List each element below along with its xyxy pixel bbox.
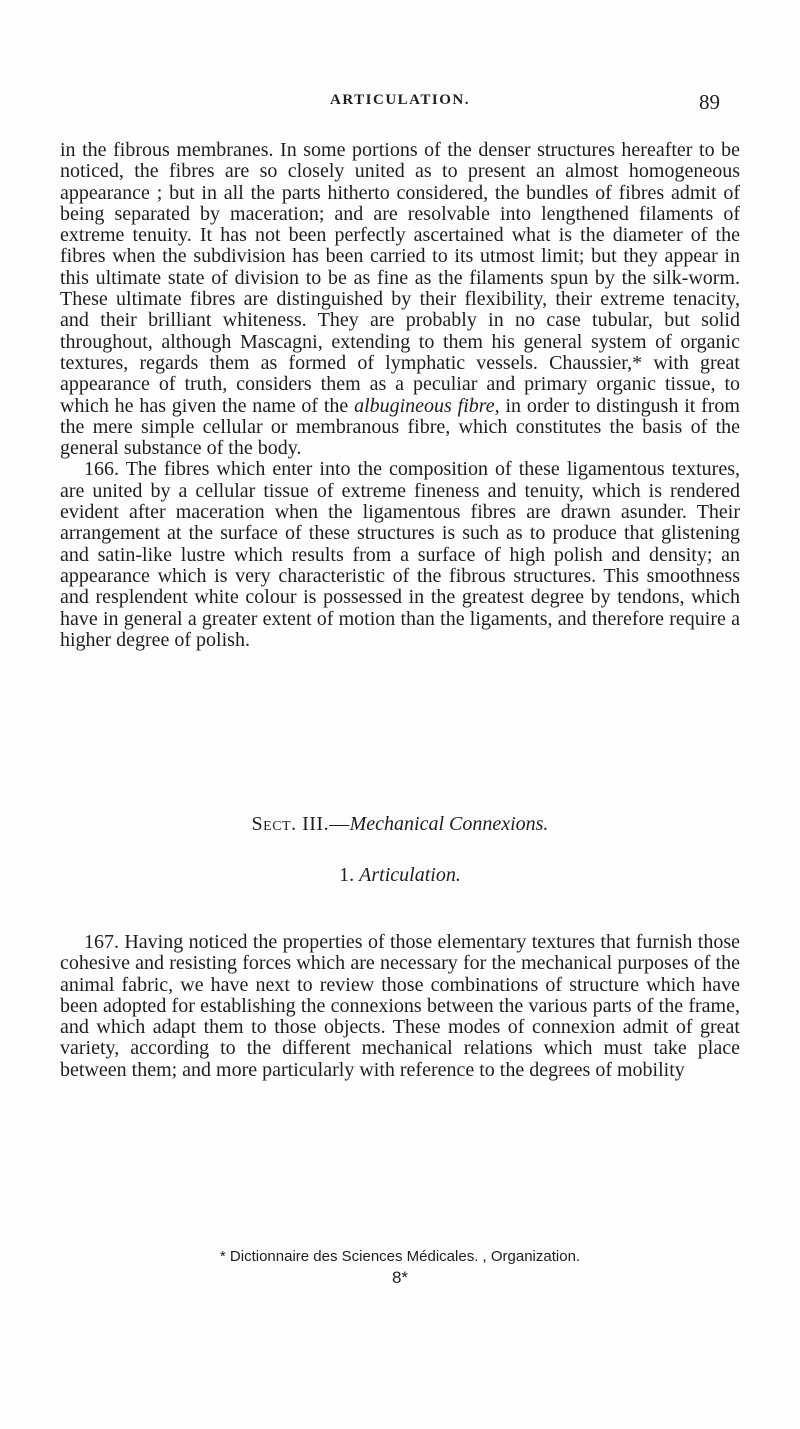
subsection-title: Articulation. — [359, 864, 461, 886]
paragraph-text: in the fibrous membranes. In some portions of the denser structures hereafter to be noticed, the fibres are so closely united as to present an almost homogeneous appearance ; but in all the parts hitherto considered, the bundles of fibres admit of being separated by maceration; and are resolvable into lengthened filaments of extreme tenuity. It has not been perfectly ascertained what is the diameter of the fibres when the subdivision has been carried to its utmost limit; but they appear in this ultimate state of division to be as fine as the filaments spun by the silk-worm. These ultimate fibres are distinguished by their flexibility, their extreme tenacity, and their brilliant whiteness. They are probably in no case tubular, but solid throughout, although Mascagni, extending to them his general system of organic textures, regards them as formed of lymphatic vessels. Chaussier,* with great appearance of truth, considers them as a peculiar and primary organic tissue, to which he has given the name of the — [60, 139, 740, 417]
paragraph-continued — [60, 140, 740, 459]
running-title: ARTICULATION. — [330, 92, 470, 108]
page-number: 89 — [699, 90, 720, 114]
subsection-number: 1. — [339, 864, 355, 886]
paragraph-text-end: in order to distingush it from the mere simple cellular or membranous fibre, which constitutes the basis of the general substance of the body. — [60, 394, 740, 460]
paragraph-167: 167. Having noticed the properties of those elementary textures that furnish those cohesive and resisting forces which are necessary for the mechanical purposes of the animal fabric, we have next to review those combinations of structure which have been adopted for establishing the connexions between the various parts of the frame, and which adapt them to those objects. These modes of connexion admit of great variety, according to the different mechanical relations which must take place between them; and more particularly with reference to the degrees of mobility — [60, 931, 740, 1081]
section-heading — [0, 813, 800, 836]
section-title: Mechanical Connexions. — [349, 813, 549, 835]
subsection-heading — [0, 864, 800, 887]
italic-term: albugineous fibre, — [354, 394, 500, 417]
paragraph-166: 166. The fibres which enter into the composition of these ligamentous textures, are united by a cellular tissue of extreme fineness and tenuity, which is rendered evident after maceration when the ligamentous fibres are drawn asunder. Their arrangement at the surface of these structures is such as to produce that glistening and satin-like lustre which results from a surface of high polish and density; an appearance which is very characteristic of the fibrous structures. This smoothness and resplendent white colour is possessed in the greatest degree by tendons, which have in general a greater extent of motion than the ligaments, and therefore require a higher degree of polish. — [60, 458, 740, 651]
second-text-block — [60, 912, 740, 1101]
signature-mark: 8* — [391, 1268, 409, 1287]
footnote: * Dictionnaire des Sciences Médicales. , Organization. — [219, 1248, 581, 1265]
section-label: Sect. III.— — [251, 813, 350, 835]
main-text-block — [60, 140, 740, 651]
running-head — [0, 90, 800, 120]
